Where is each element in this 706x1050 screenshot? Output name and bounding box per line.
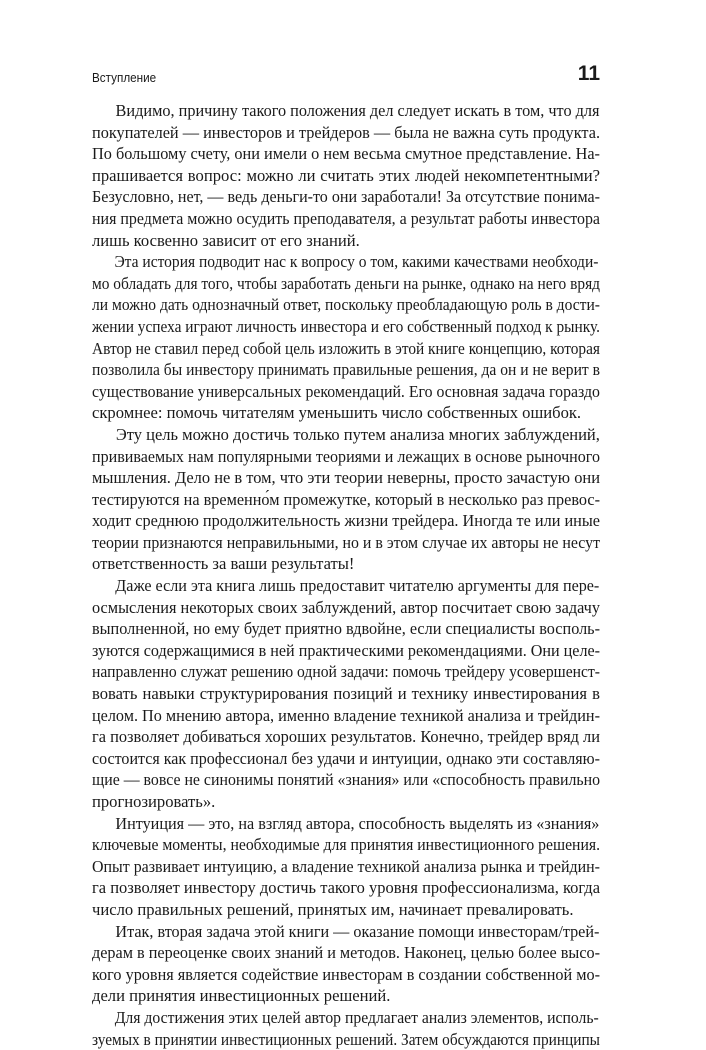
text-line: га позволяет добиваться хороших результатов. Конечно, трейдер вряд ли	[92, 727, 601, 747]
text-line: существование универсальных рекомендаций. Его основная задача гораздо	[92, 381, 600, 401]
paragraph	[92, 100, 600, 251]
text-line: жении успеха играют личность инвестора и его собственный подход к рынку.	[92, 316, 601, 336]
text-line: кого уровня является содействие инвесторам в создании собственной мо-	[92, 964, 601, 984]
text-line: ли можно дать однозначный ответ, поскольку преобладающую роль в дости-	[92, 295, 600, 315]
text-line: Опыт развивает интуицию, а владение техникой анализа рынка и трейдин-	[92, 856, 600, 876]
paragraph	[92, 575, 600, 813]
text-line: направленно служат решению одной задачи: помочь трейдеру усовершенст-	[92, 662, 600, 682]
text-line: мышления. Дело не в том, что эти теории неверны, просто зачастую они	[92, 468, 601, 488]
text-line: ния предмета можно осудить преподавателя, а результат работы инвестора	[92, 208, 601, 228]
text-line: прашивается вопрос: можно ли считать этих людей некомпетентными?	[92, 165, 600, 185]
text-line: Эту цель можно достичь только путем анализа многих заблуждений,	[115, 424, 600, 444]
page-number: 11	[577, 62, 600, 85]
text-line: зуются содержащимися в ней практическими рекомендациями. Они целе-	[92, 640, 601, 660]
text-line: Для достижения этих целей автор предлагает анализ элементов, исполь-	[114, 1007, 599, 1027]
text-line: прогнозировать».	[92, 792, 216, 811]
text-line: Итак, вторая задача этой книги — оказание помощи инвесторам/трей-	[115, 921, 600, 941]
text-line: Автор не ставил перед собой цель изложить в этой книге концепцию, которая	[92, 338, 600, 358]
paragraph	[92, 1007, 600, 1050]
text-line: осмысления некоторых своих заблуждений, автор посчитает свою задачу	[92, 597, 601, 617]
text-line: целом. По мнению автора, именно владение техникой анализа и трейдин-	[92, 705, 600, 725]
text-line: прививаемых нам популярными теориями и лежащих в основе рыночного	[92, 446, 600, 466]
text-line: зуемых в принятии инвестиционных решений. Затем обсуждаются принципы	[92, 1029, 600, 1049]
text-line: покупателей — инвесторов и трейдеров — была не важна суть продукта.	[92, 122, 601, 142]
text-line: выполненной, но ему будет приятно вдвойне, если специалисты восполь-	[92, 619, 600, 639]
text-line: Интуиция — это, на взгляд автора, способность выделять из «знания»	[115, 813, 600, 833]
paragraph	[92, 921, 600, 1007]
text-line: дели принятия инвестиционных решений.	[92, 986, 391, 1006]
text-line: вовать навыки структурирования позиций и технику инвестирования в	[92, 684, 600, 704]
text-line: позволила бы инвестору принимать правильные решения, да он и не верит в	[92, 360, 600, 380]
text-line: щие — вовсе не синонимы понятий «знания» или «способность правильно	[92, 770, 601, 790]
text-line: ключевые моменты, необходимые для принятия инвестиционного решения.	[92, 835, 601, 855]
text-line: скромнее: помочь читателям уменьшить число собственных ошибок.	[92, 403, 582, 423]
text-line: тестируются на временно́м промежутке, который в несколько раз превос-	[92, 489, 601, 509]
paragraph	[92, 251, 600, 424]
text-line: Безусловно, нет, — ведь деньги-то они заработали! За отсутствие понима-	[92, 187, 601, 207]
text-line: По большому счету, они имели о нем весьма смутное представление. На-	[92, 144, 600, 164]
text-line: ответственность за ваши результаты!	[92, 554, 355, 574]
body-text	[92, 100, 600, 1050]
section-title: Вступление	[92, 70, 157, 85]
text-line: мо обладать для того, чтобы заработать деньги на рынке, однако на него вряд	[92, 273, 600, 293]
text-line: состоится как профессионал без удачи и интуиции, однако эти составляю-	[92, 748, 600, 768]
text-line: га позволяет инвестору достичь такого уровня профессионализма, когда	[92, 878, 601, 898]
text-line: дерам в переоценке своих знаний и методов. Наконец, целью более высо-	[92, 943, 601, 963]
text-line: теории признаются неправильными, но и в этом случае их авторы не несут	[92, 532, 601, 552]
paragraph	[92, 813, 600, 921]
paragraph	[92, 424, 600, 575]
text-line: Эта история подводит нас к вопросу о том, какими качествами необходи-	[114, 252, 599, 272]
text-line: Даже если эта книга лишь предоставит читателю аргументы для пере-	[115, 576, 600, 596]
text-line: ходит среднюю продолжительность жизни трейдера. Иногда те или иные	[92, 511, 600, 531]
text-line: Видимо, причину такого положения дел следует искать в том, что для	[115, 101, 600, 120]
text-line: лишь косвенно зависит от его знаний.	[92, 230, 360, 250]
running-header	[92, 62, 600, 86]
text-line: число правильных решений, принятых им, начинает превалировать.	[92, 899, 574, 919]
